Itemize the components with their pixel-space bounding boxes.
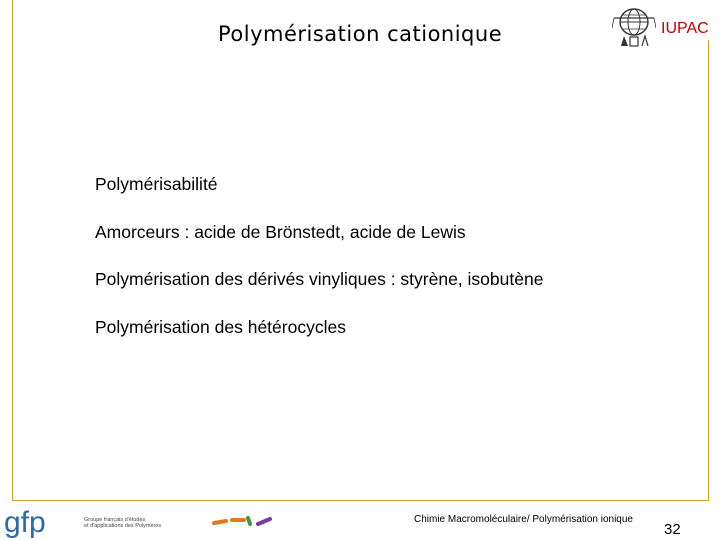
frame-right-border <box>708 40 709 500</box>
gfp-caption-line-2: et d'applications des Polymères <box>84 523 162 529</box>
bullet-3: Polymérisation des dérivés vinyliques : styrène, isobutène <box>95 269 544 289</box>
frame-left-border <box>12 0 13 500</box>
iupac-globe-icon <box>612 6 656 48</box>
gfp-logo <box>4 505 68 539</box>
decorative-dashes-icon <box>212 514 274 528</box>
bullet-4: Polymérisation des hétérocycles <box>95 317 346 337</box>
gfp-logo-text: gfp <box>4 506 46 539</box>
iupac-label: IUPAC <box>661 20 709 37</box>
bullet-1: Polymérisabilité <box>95 174 218 194</box>
gfp-caption <box>84 517 161 529</box>
gfp-caption-line-1: Groupe français d'études <box>84 517 146 523</box>
page-number: 32 <box>664 521 681 538</box>
slide-title: Polymérisation cationique <box>218 22 503 46</box>
bullet-2: Amorceurs : acide de Brönstedt, acide de Lewis <box>95 222 466 242</box>
footer-course-title: Chimie Macromoléculaire/ Polymérisation ionique <box>414 514 633 525</box>
frame-bottom-border <box>12 500 709 501</box>
